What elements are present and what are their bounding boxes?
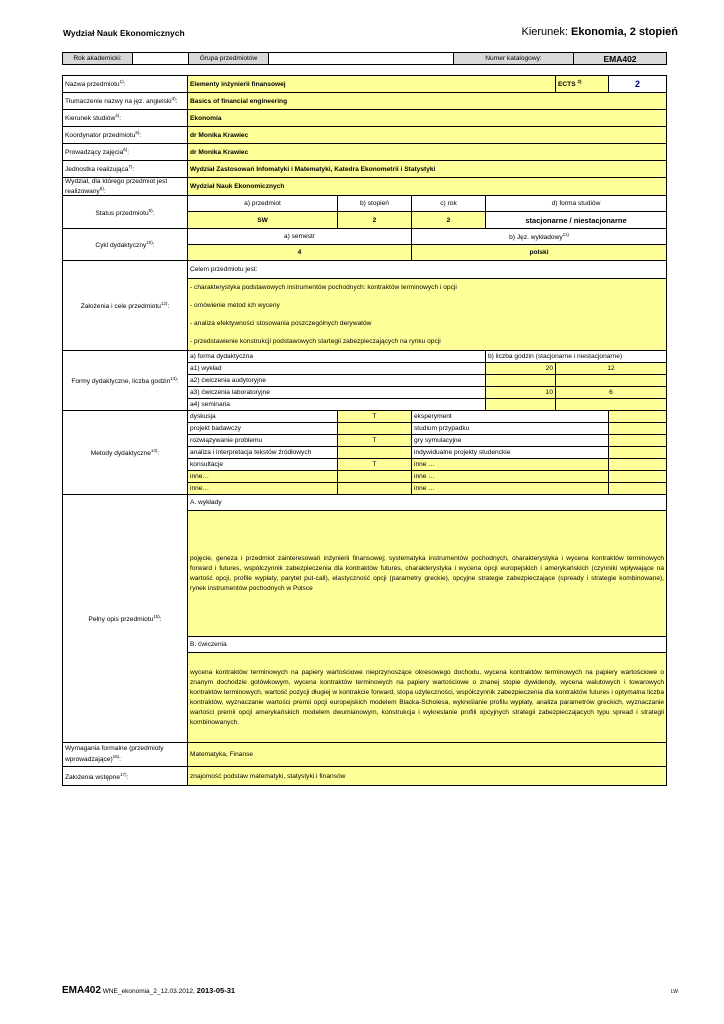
catalog-row	[62, 52, 667, 65]
goal-item: - przedstawienie konstrukcji podstawowych startegii zabezpieczających na rynku opcji	[188, 333, 667, 351]
method-name: inne …	[412, 483, 609, 495]
status-year-value: 2	[412, 212, 486, 229]
hours-nonstationary	[556, 399, 667, 411]
hours-nonstationary	[556, 375, 667, 387]
forms-form-header: a) forma dydaktyczna	[188, 351, 486, 363]
method-name: eksperyment	[412, 411, 609, 423]
requirements-value: Matematyka, Finanse	[188, 743, 667, 767]
method-name: inne…	[188, 471, 338, 483]
method-mark	[338, 483, 412, 495]
syllabus-table	[62, 75, 667, 786]
method-name: indywidualne projekty studenckie	[412, 447, 609, 459]
language-value: polski	[412, 245, 667, 261]
ects-label: ECTS $^{2)}$	[556, 76, 609, 93]
subject-name-label: Nazwa przedmiotu$^{1)}$:	[63, 76, 188, 93]
subject-group-value	[269, 53, 454, 65]
translation-value: Basics of financial engineering	[188, 93, 667, 110]
unit-label: Jednostka realizująca$^{7)}$:	[63, 161, 188, 178]
hours-stationary	[486, 399, 556, 411]
method-mark	[609, 411, 667, 423]
method-mark: T	[338, 435, 412, 447]
field-value: Ekonomia	[188, 110, 667, 127]
method-name: inne …	[412, 459, 609, 471]
faculty-for-value: Wydział Nauk Ekonomicznych	[188, 178, 667, 196]
method-name: analiza i interpretacja tekstów źródłowych	[188, 447, 338, 459]
method-mark	[609, 471, 667, 483]
cycle-label: Cykl dydaktyczny$^{10)}$:	[63, 229, 188, 261]
form-name: a2) ćwiczenia audytoryjne	[188, 375, 486, 387]
hours-stationary: 20	[486, 363, 556, 375]
prerequisites-value: znajomość podstaw matematyki, statystyki i finansów	[188, 767, 667, 786]
lectures-description: pojęcie, geneza i przedmiot zainteresowań inżynierii finansowej; systematyka instrumentów pochodnych, charakterystyka i wycena kontraktów terminowych forward i futures, współczynnik zabezpieczenia dla kontraktów futures, charakterystyka i wycena opcji europejskich i amerykańskich (czynniki wpływające na wartość opcji, profile wypłaty, parytet put-call), elastyczność opcji (parametry greckie), opcyjne strategie zabezpieczające (spready i strategie kombinowane), rynek instrumentów pochodnych w Polsce	[188, 511, 667, 637]
footer-file: WNE_ekonomia_2_12.03.2012,	[100, 988, 197, 995]
footer	[62, 985, 235, 996]
hours-nonstationary: 12	[556, 363, 667, 375]
description-label: Pełny opis przedmiotu$^{15)}$:	[63, 495, 188, 743]
method-mark	[338, 447, 412, 459]
method-mark	[609, 483, 667, 495]
method-mark	[609, 423, 667, 435]
goals-intro: Celem przedmiotu jest:	[188, 261, 667, 279]
goal-item: - analiza efektywności stosowania poszczególnych derywatów	[188, 315, 667, 333]
status-form-header: d) forma studiów	[486, 196, 667, 212]
translation-label: Tłumaczenie nazwy na jęz. angielski$^{3)}$:	[63, 93, 188, 110]
faculty-for-label: Wydział, dla którego przedmiot jest realizowany$^{8)}$:	[63, 178, 188, 196]
method-mark	[609, 435, 667, 447]
direction-label: Kierunek:	[521, 26, 572, 38]
prerequisites-label: Założenia wstępne$^{17)}$:	[63, 767, 188, 786]
goals-label: Założenia i cele przedmiotu$^{12)}$:	[63, 261, 188, 351]
method-mark	[609, 447, 667, 459]
semester-header: a) semestr	[188, 229, 412, 245]
exercises-description: wycena kontraktów terminowych na papiery wartościowe nieprzynoszące okresowego dochodu, wycena kontraktów terminowych na papiery wartościowe o znanym dochodzie gotówkowym, wycena kontraktów terminowych na papiery wartościowe o znanej stopie dywidendy, wycena walutowych i towarowych kontraktów terminowych, wartość pozycji długiej w kontrakcie forward, stopa użyteczności, współczynnik zabezpieczenia dla kontraktów futures i optymalna liczba kontraktów, wyznaczanie wartości premii opcji europejskich modelem Blacka-Scholesa, wykreślanie profilu wypłaty, analiza parametrów greckich, wyznaczanie wartości premii opcji amerykańskich modelem dwumianowym, konstrukcja i wykreslanie profili opcyjnych strategii zabezpieczajacych typu spread i strategii kombinowanych.	[188, 653, 667, 743]
footer-code: EMA402	[62, 985, 101, 996]
lectures-title: A. wykłady	[188, 495, 667, 511]
method-name: inne …	[412, 471, 609, 483]
method-mark: T	[338, 411, 412, 423]
direction-header	[522, 26, 679, 38]
academic-year-value	[133, 53, 189, 65]
methods-label: Metody dydaktyczne$^{14)}$:	[63, 411, 188, 495]
status-form-value: stacjonarne / niestacjonarne	[486, 212, 667, 229]
status-degree-value: 2	[338, 212, 412, 229]
form-name: a1) wykład	[188, 363, 486, 375]
method-name: studium przypadku	[412, 423, 609, 435]
hours-nonstationary: 6	[556, 387, 667, 399]
ects-value: 2	[609, 76, 667, 93]
method-name: rozwiązywanie problemu	[188, 435, 338, 447]
method-name: dyskusja	[188, 411, 338, 423]
footer-date: 2013-05-31	[196, 986, 236, 995]
footer-initials: LW	[670, 989, 678, 995]
teacher-value: dr Monika Krawiec	[188, 144, 667, 161]
method-mark	[338, 423, 412, 435]
field-label: Kierunek studiów$^{4)}$:	[63, 110, 188, 127]
method-mark	[609, 459, 667, 471]
forms-hours-header: b) liczba godzin (stacjonarne i niestacjonarne)	[486, 351, 667, 363]
language-header: b) Jęz. wykładowy$^{11)}$	[412, 229, 667, 245]
unit-value: Wydział Zastosowań Infomatyki i Matematyki, Katedra Ekonometrii i Statystyki	[188, 161, 667, 178]
exercises-title: B. ćwiczenia	[188, 637, 667, 653]
subject-group-label: Grupa przedmiotów	[189, 53, 269, 65]
semester-value: 4	[188, 245, 412, 261]
catalog-number-label: Numer katalogowy:	[454, 53, 574, 65]
coordinator-label: Koordynator przedmiotu$^{5)}$:	[63, 127, 188, 144]
requirements-label: Wymagania formalne (przedmioty wprowadzające)$^{16)}$:	[63, 743, 188, 767]
method-name: inne…	[188, 483, 338, 495]
method-name: gry symulacyjne	[412, 435, 609, 447]
goal-item: - charakterystyka podstawowych instrumentów pochodnych: kontraktów terminowych i opcji	[188, 279, 667, 297]
subject-name-value: Elementy inżynierii finansowej	[188, 76, 556, 93]
direction-value: Ekonomia, 2 stopień	[571, 26, 678, 38]
teacher-label: Prowadzący zajęcia$^{6)}$:	[63, 144, 188, 161]
faculty-header: Wydział Nauk Ekonomicznych	[63, 28, 185, 38]
hours-stationary	[486, 375, 556, 387]
form-name: a4) seminaria	[188, 399, 486, 411]
status-year-header: c) rok	[412, 196, 486, 212]
hours-stationary: 10	[486, 387, 556, 399]
status-label: Status przedmiotu$^{9)}$:	[63, 196, 188, 229]
status-subject-header: a) przedmiot	[188, 196, 338, 212]
method-name: konsultacje	[188, 459, 338, 471]
coordinator-value: dr Monika Krawiec	[188, 127, 667, 144]
method-mark: T	[338, 459, 412, 471]
goal-item: - omówienie metod ich wyceny	[188, 297, 667, 315]
method-name: projekt badawczy	[188, 423, 338, 435]
forms-label: Formy dydaktyczne, liczba godzin$^{13)}$:	[63, 351, 188, 411]
academic-year-label: Rok akademicki:	[63, 53, 133, 65]
catalog-number-value: EMA402	[574, 53, 667, 65]
status-subject-value: SW	[188, 212, 338, 229]
method-mark	[338, 471, 412, 483]
form-name: a3) ćwiczenia laboratoryjne	[188, 387, 486, 399]
status-degree-header: b) stopień	[338, 196, 412, 212]
